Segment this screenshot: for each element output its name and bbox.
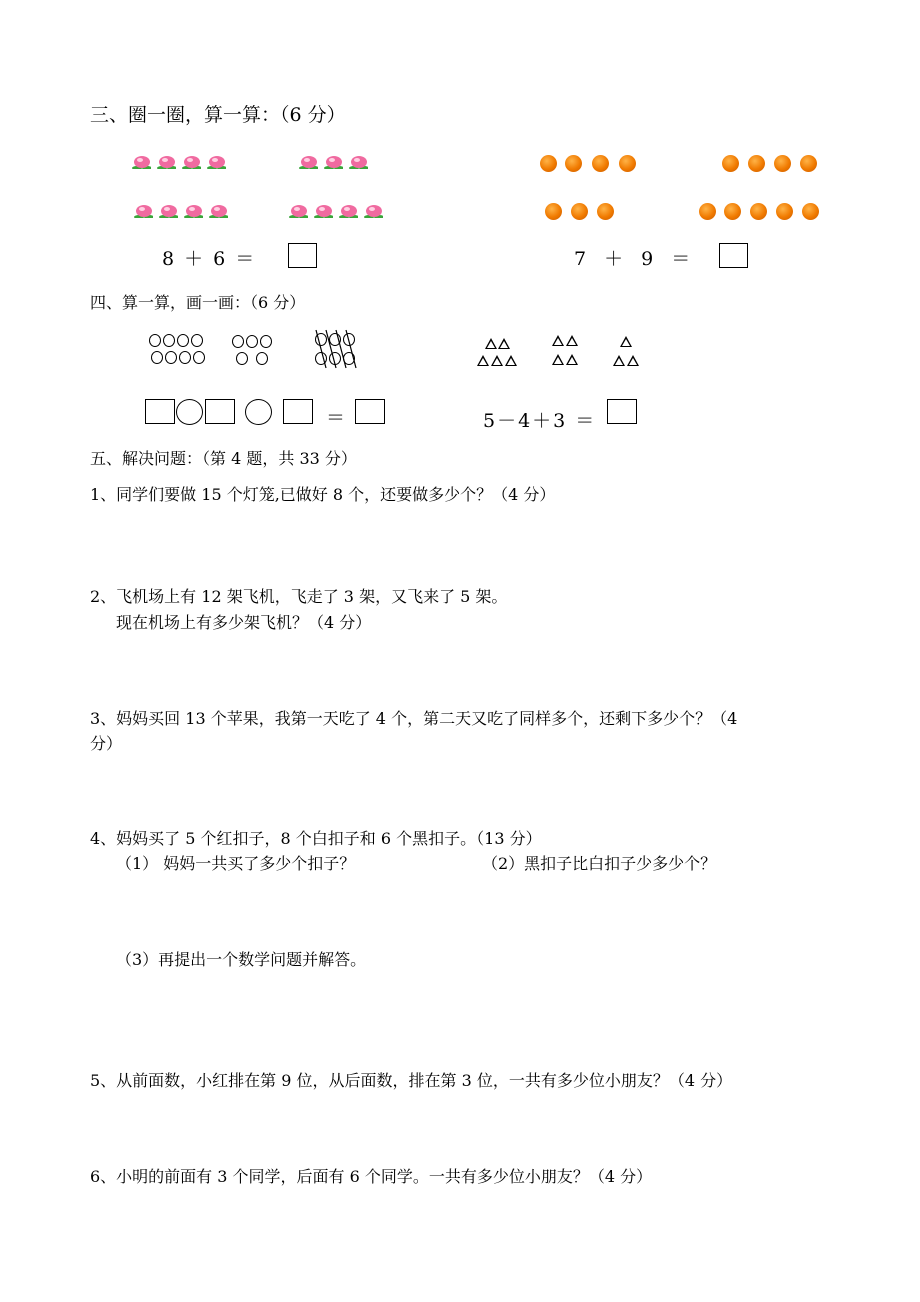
section3-equation-left: 8 ＋ 6 ＝: [162, 248, 257, 270]
operator-circle-1[interactable]: [176, 399, 203, 425]
peach-icon: [158, 204, 178, 218]
question-1: 1、同学们要做 15 个灯笼,已做好 8 个，还要做多少个？（4 分）: [90, 485, 556, 504]
peach-icon: [348, 155, 368, 169]
peach-icon: [133, 204, 153, 218]
orange-icon: [699, 203, 716, 220]
answer-box-s4-2[interactable]: [205, 399, 235, 424]
orange-icon: [748, 155, 765, 172]
peach-icon: [313, 204, 333, 218]
orange-icon: [565, 155, 582, 172]
section5-title: 五、解决问题：（第 4 题，共 33 分）: [90, 449, 357, 468]
answer-box-s3-right[interactable]: [719, 243, 748, 268]
small-circle-icon: [193, 351, 205, 364]
section4-title: 四、算一算，画一画：（6 分）: [90, 293, 306, 312]
answer-box-s3-left[interactable]: [288, 243, 317, 268]
orange-icon: [592, 155, 609, 172]
question-2-line1: 2、飞机场上有 12 架飞机，飞走了 3 架，又飞来了 5 架。: [90, 587, 508, 606]
orange-icon: [545, 203, 562, 220]
question-3-line1: 3、妈妈买回 13 个苹果，我第一天吃了 4 个，第二天又吃了同样多个，还剩下多少个？（4: [90, 709, 738, 728]
peach-icon: [288, 204, 308, 218]
question-3-line2: 分）: [90, 734, 123, 753]
small-circle-icon: [191, 334, 203, 347]
section4-equation-right: 5－4＋3 ＝: [483, 410, 597, 432]
peach-icon: [363, 204, 383, 218]
small-circle-icon: [260, 335, 272, 348]
peach-icon: [206, 155, 226, 169]
orange-icon: [722, 155, 739, 172]
answer-box-s4-1[interactable]: [145, 399, 175, 424]
orange-icon: [750, 203, 767, 220]
small-circle-icon: [232, 335, 244, 348]
answer-box-s4-3[interactable]: [283, 399, 313, 424]
question-4-part1: （1） 妈妈一共买了多少个扣子？: [116, 854, 356, 873]
orange-icon: [724, 203, 741, 220]
crossed-circles-strokes: [312, 328, 360, 370]
peach-icon: [183, 204, 203, 218]
orange-icon: [802, 203, 819, 220]
orange-icon: [571, 203, 588, 220]
question-4: 4、妈妈买了 5 个红扣子，8 个白扣子和 6 个黑扣子。（13 分）: [90, 829, 542, 848]
small-circle-icon: [165, 351, 177, 364]
question-2-line2: 现在机场上有多少架飞机？（4 分）: [116, 613, 372, 632]
question-6: 6、小明的前面有 3 个同学，后面有 6 个同学。一共有多少位小朋友？（4 分）: [90, 1167, 653, 1186]
answer-box-s4-4[interactable]: [355, 399, 385, 424]
section3-equation-right: 7 ＋ 9 ＝: [574, 248, 693, 270]
orange-icon: [776, 203, 793, 220]
peach-icon: [298, 155, 318, 169]
orange-icon: [800, 155, 817, 172]
peach-icon: [131, 155, 151, 169]
peach-icon: [156, 155, 176, 169]
section3-title: 三、圈一圈，算一算：（6 分）: [90, 104, 346, 126]
answer-box-s4-5[interactable]: [607, 399, 637, 424]
section4-equals: ＝: [326, 407, 348, 429]
operator-circle-2[interactable]: [245, 399, 272, 425]
orange-icon: [774, 155, 791, 172]
orange-icon: [540, 155, 557, 172]
question-4-part2: （2）黑扣子比白扣子少多少个？: [482, 854, 717, 873]
small-circle-icon: [151, 351, 163, 364]
orange-icon: [619, 155, 636, 172]
peach-icon: [181, 155, 201, 169]
small-circle-icon: [256, 352, 268, 365]
small-circle-icon: [149, 334, 161, 347]
peach-icon: [208, 204, 228, 218]
small-circle-icon: [236, 352, 248, 365]
small-circle-icon: [246, 335, 258, 348]
small-circle-icon: [177, 334, 189, 347]
peach-icon: [338, 204, 358, 218]
peach-icon: [323, 155, 343, 169]
question-5: 5、从前面数，小红排在第 9 位，从后面数，排在第 3 位，一共有多少位小朋友？（4 分）: [90, 1071, 733, 1090]
orange-icon: [597, 203, 614, 220]
small-circle-icon: [179, 351, 191, 364]
small-circle-icon: [163, 334, 175, 347]
question-4-part3: （3）再提出一个数学问题并解答。: [116, 950, 367, 969]
